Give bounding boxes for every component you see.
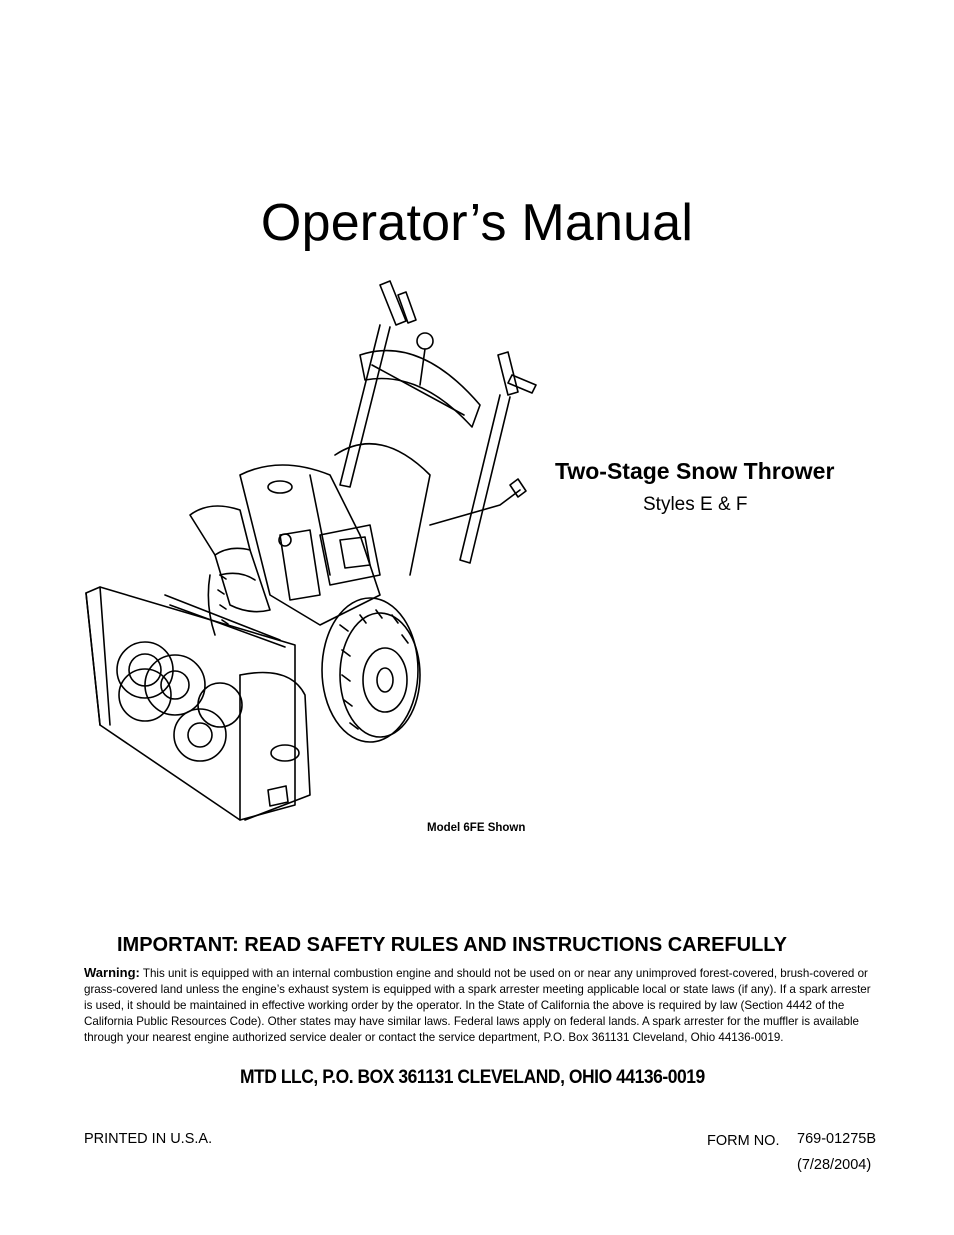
manual-title: Operator’s Manual [260,193,694,252]
fuel-cap [268,481,292,493]
snow-thrower-illustration [80,275,540,835]
skid-shoe [268,786,288,806]
warning-label: Warning: [84,965,140,980]
form-number-label: FORM NO. [707,1133,780,1149]
form-date: (7/28/2004) [797,1157,872,1173]
auger-spirals [117,642,242,761]
product-styles: Styles E & F [643,494,748,515]
important-heading: IMPORTANT: READ SAFETY RULES AND INSTRUCTIONS CAREFULLY [116,934,788,956]
right-handle-grip [498,352,518,395]
left-handle-grip [380,281,406,325]
warning-paragraph [84,965,874,1046]
form-number: 769-01275B [797,1131,877,1147]
discharge-chute [190,506,250,555]
warning-text: This unit is equipped with an internal combustion engine and should not be used on or near any unimproved forest-covered, brush-covered or grass-covered land unless the engine’s exhaust system is equipped with a spark arrester meeting applicable local or state laws (if any). If a spark arrester is used, it should be maintained in effective working order by the operator. In the State of California the above is required by law (Section 4442 of the California Public Resources Code). Other states may have similar laws. Federal laws apply on federal lands. A spark arrester for the muffler is available through your nearest engine authorized service dealer or contact the service department, P.O. Box 361131 Cleveland, Ohio 44136-0019. [84,967,871,1044]
illustration-caption: Model 6FE Shown [427,822,526,834]
chute-crank-knob [417,333,433,349]
engine-housing [240,465,380,625]
printed-in: PRINTED IN U.S.A. [84,1131,213,1147]
drive-wheel [322,598,420,742]
company-address: MTD LLC, P.O. BOX 361131 CLEVELAND, OHIO 44136-0019 [239,1067,705,1088]
auger-housing [86,587,295,820]
control-panel [360,351,480,427]
product-name: Two-Stage Snow Thrower [555,458,835,484]
